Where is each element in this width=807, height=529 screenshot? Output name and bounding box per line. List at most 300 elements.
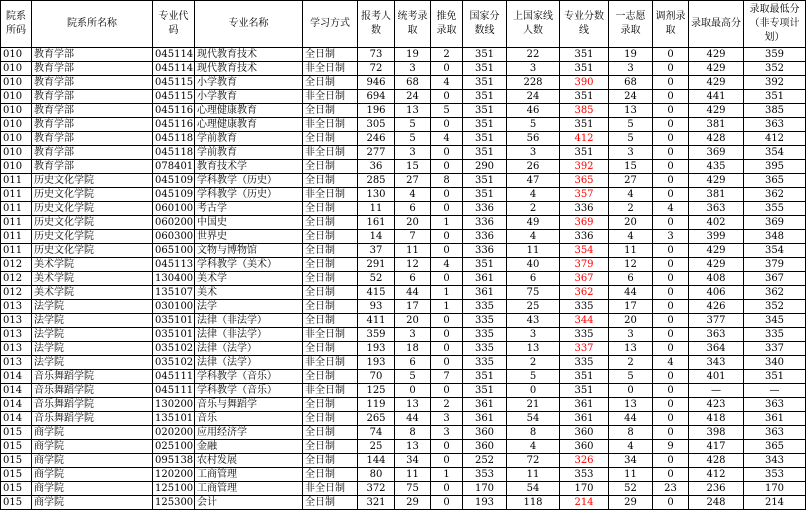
cell-major-name: 音乐 — [195, 412, 303, 426]
cell-national-line: 335 — [463, 314, 507, 328]
cell-first-choice: 4 — [609, 230, 653, 244]
cell-max-score: 441 — [689, 90, 744, 104]
cell-first-choice: 20 — [609, 314, 653, 328]
cell-national-line: 351 — [463, 370, 507, 384]
cell-major-code: 045116 — [153, 118, 195, 132]
cell-first-choice: 11 — [609, 244, 653, 258]
cell-dept-name: 法学院 — [32, 342, 153, 356]
cell-exempt-admitted: 0 — [431, 202, 463, 216]
cell-transfer: 0 — [653, 286, 689, 300]
cell-national-line: 351 — [463, 48, 507, 62]
cell-above-national: 25 — [507, 300, 560, 314]
cell-exempt-admitted: 0 — [431, 342, 463, 356]
cell-major-code: 045118 — [153, 146, 195, 160]
cell-exempt-admitted: 5 — [431, 104, 463, 118]
cell-study-mode: 全日制 — [303, 496, 358, 510]
cell-applicants: 411 — [358, 314, 395, 328]
cell-dept-code: 010 — [1, 104, 32, 118]
table-row — [1, 174, 806, 188]
cell-above-national: 11 — [507, 244, 560, 258]
cell-dept-name: 音乐舞蹈学院 — [32, 370, 153, 384]
cell-specialty-line: 351 — [560, 370, 609, 384]
cell-first-choice: 4 — [609, 440, 653, 454]
cell-first-choice: 19 — [609, 48, 653, 62]
table-row — [1, 272, 806, 286]
cell-national-line: 351 — [463, 132, 507, 146]
cell-dept-code: 013 — [1, 300, 32, 314]
cell-exempt-admitted: 0 — [431, 90, 463, 104]
cell-dept-name: 教育学部 — [32, 48, 153, 62]
cell-max-score: 429 — [689, 258, 744, 272]
cell-min-score: 343 — [744, 454, 806, 468]
table-row — [1, 482, 806, 496]
cell-applicants: 265 — [358, 412, 395, 426]
cell-dept-code: 010 — [1, 146, 32, 160]
cell-transfer: 0 — [653, 454, 689, 468]
cell-above-national: 75 — [507, 286, 560, 300]
cell-min-score: 170 — [744, 482, 806, 496]
cell-dept-code: 015 — [1, 468, 32, 482]
cell-transfer: 0 — [653, 496, 689, 510]
cell-national-line: 361 — [463, 272, 507, 286]
header-dept-code: 院系所码 — [1, 1, 32, 48]
cell-major-name: 心理健康教育 — [195, 104, 303, 118]
cell-transfer: 0 — [653, 398, 689, 412]
cell-applicants: 196 — [358, 104, 395, 118]
cell-dept-name: 商学院 — [32, 440, 153, 454]
cell-min-score: 359 — [744, 48, 806, 62]
cell-above-national: 3 — [507, 146, 560, 160]
cell-exempt-admitted: 2 — [431, 398, 463, 412]
cell-first-choice: 6 — [609, 272, 653, 286]
cell-min-score: 345 — [744, 314, 806, 328]
cell-specialty-line: 337 — [560, 342, 609, 356]
cell-transfer: 0 — [653, 258, 689, 272]
cell-unified-admitted: 3 — [395, 62, 431, 76]
header-dept-name: 院系所名称 — [32, 1, 153, 48]
cell-study-mode: 非全日制 — [303, 356, 358, 370]
cell-exempt-admitted: 2 — [431, 48, 463, 62]
cell-national-line: 336 — [463, 202, 507, 216]
cell-above-national: 5 — [507, 118, 560, 132]
cell-transfer: 0 — [653, 76, 689, 90]
cell-major-code: 078401 — [153, 160, 195, 174]
cell-study-mode: 非全日制 — [303, 146, 358, 160]
cell-exempt-admitted: 3 — [431, 412, 463, 426]
cell-major-name: 应用经济学 — [195, 426, 303, 440]
cell-unified-admitted: 27 — [395, 174, 431, 188]
cell-dept-code: 011 — [1, 174, 32, 188]
cell-dept-name: 历史文化学院 — [32, 244, 153, 258]
cell-first-choice: 44 — [609, 412, 653, 426]
cell-applicants: 321 — [358, 496, 395, 510]
cell-applicants: 946 — [358, 76, 395, 90]
cell-exempt-admitted: 0 — [431, 328, 463, 342]
cell-major-name: 小学教育 — [195, 90, 303, 104]
cell-major-name: 学前教育 — [195, 146, 303, 160]
cell-dept-code: 013 — [1, 356, 32, 370]
table-row — [1, 146, 806, 160]
cell-major-code: 035102 — [153, 342, 195, 356]
cell-exempt-admitted: 0 — [431, 272, 463, 286]
cell-exempt-admitted: 0 — [431, 314, 463, 328]
cell-dept-code: 012 — [1, 272, 32, 286]
cell-dept-name: 教育学部 — [32, 118, 153, 132]
cell-dept-name: 历史文化学院 — [32, 202, 153, 216]
cell-major-name: 文物与博物馆 — [195, 244, 303, 258]
cell-major-code: 125300 — [153, 496, 195, 510]
cell-transfer: 0 — [653, 90, 689, 104]
table-row — [1, 300, 806, 314]
cell-above-national: 118 — [507, 496, 560, 510]
header-above-national: 上国家线人数 — [507, 1, 560, 48]
cell-max-score: 429 — [689, 174, 744, 188]
cell-applicants: 415 — [358, 286, 395, 300]
cell-unified-admitted: 68 — [395, 76, 431, 90]
cell-study-mode: 非全日制 — [303, 62, 358, 76]
cell-study-mode: 全日制 — [303, 244, 358, 258]
cell-min-score: 337 — [744, 342, 806, 356]
cell-applicants: 359 — [358, 328, 395, 342]
cell-major-code: 035102 — [153, 356, 195, 370]
cell-national-line: 336 — [463, 244, 507, 258]
cell-national-line: 351 — [463, 104, 507, 118]
cell-national-line: 252 — [463, 454, 507, 468]
cell-exempt-admitted: 8 — [431, 174, 463, 188]
cell-specialty-line: 360 — [560, 426, 609, 440]
cell-specialty-line: 344 — [560, 314, 609, 328]
cell-major-name: 教育技术学 — [195, 160, 303, 174]
cell-applicants: 291 — [358, 258, 395, 272]
cell-above-national: 11 — [507, 468, 560, 482]
cell-min-score: 355 — [744, 202, 806, 216]
cell-max-score: 429 — [689, 48, 744, 62]
cell-unified-admitted: 18 — [395, 342, 431, 356]
cell-max-score: 363 — [689, 202, 744, 216]
cell-first-choice: 68 — [609, 76, 653, 90]
cell-exempt-admitted: 1 — [431, 300, 463, 314]
cell-above-national: 40 — [507, 258, 560, 272]
header-exempt-admitted: 推免录取 — [431, 1, 463, 48]
cell-major-code: 130400 — [153, 272, 195, 286]
cell-applicants: 37 — [358, 244, 395, 258]
cell-dept-code: 014 — [1, 370, 32, 384]
cell-major-name: 考古学 — [195, 202, 303, 216]
cell-exempt-admitted: 0 — [431, 244, 463, 258]
table-row — [1, 188, 806, 202]
cell-applicants: 144 — [358, 454, 395, 468]
cell-dept-code: 011 — [1, 202, 32, 216]
cell-transfer: 0 — [653, 468, 689, 482]
cell-min-score: 335 — [744, 328, 806, 342]
cell-above-national: 2 — [507, 356, 560, 370]
cell-unified-admitted: 17 — [395, 300, 431, 314]
cell-transfer: 0 — [653, 370, 689, 384]
cell-above-national: 3 — [507, 62, 560, 76]
cell-max-score: 417 — [689, 440, 744, 454]
cell-above-national: 54 — [507, 412, 560, 426]
cell-study-mode: 全日制 — [303, 286, 358, 300]
cell-unified-admitted: 5 — [395, 118, 431, 132]
cell-min-score: 340 — [744, 356, 806, 370]
cell-max-score: 398 — [689, 426, 744, 440]
cell-transfer: 0 — [653, 160, 689, 174]
cell-national-line: 335 — [463, 328, 507, 342]
cell-specialty-line: 362 — [560, 286, 609, 300]
cell-above-national: 47 — [507, 174, 560, 188]
cell-specialty-line: 170 — [560, 482, 609, 496]
cell-transfer: 0 — [653, 412, 689, 426]
cell-specialty-line: 335 — [560, 328, 609, 342]
cell-transfer: 0 — [653, 104, 689, 118]
cell-major-code: 045114 — [153, 48, 195, 62]
cell-max-score: 406 — [689, 286, 744, 300]
cell-specialty-line: 390 — [560, 76, 609, 90]
cell-specialty-line: 351 — [560, 118, 609, 132]
cell-study-mode: 全日制 — [303, 216, 358, 230]
cell-dept-name: 法学院 — [32, 300, 153, 314]
header-major-code: 专业代码 — [153, 1, 195, 48]
cell-first-choice: 2 — [609, 356, 653, 370]
cell-exempt-admitted: 7 — [431, 370, 463, 384]
cell-study-mode: 全日制 — [303, 440, 358, 454]
cell-applicants: 130 — [358, 188, 395, 202]
cell-transfer: 3 — [653, 230, 689, 244]
cell-min-score: 352 — [744, 300, 806, 314]
table-row — [1, 230, 806, 244]
cell-major-name: 美术学 — [195, 272, 303, 286]
table-row — [1, 356, 806, 370]
cell-max-score: 402 — [689, 216, 744, 230]
cell-min-score: 352 — [744, 62, 806, 76]
cell-major-code: 130200 — [153, 398, 195, 412]
cell-national-line: 351 — [463, 76, 507, 90]
cell-applicants: 14 — [358, 230, 395, 244]
cell-study-mode: 非全日制 — [303, 118, 358, 132]
cell-applicants: 11 — [358, 202, 395, 216]
cell-exempt-admitted: 0 — [431, 454, 463, 468]
header-major-name: 专业名称 — [195, 1, 303, 48]
cell-major-code: 135107 — [153, 286, 195, 300]
cell-applicants: 161 — [358, 216, 395, 230]
cell-transfer: 0 — [653, 174, 689, 188]
cell-study-mode: 全日制 — [303, 160, 358, 174]
cell-transfer: 0 — [653, 244, 689, 258]
cell-max-score: 426 — [689, 300, 744, 314]
cell-study-mode: 全日制 — [303, 342, 358, 356]
table-row — [1, 202, 806, 216]
cell-first-choice: 13 — [609, 104, 653, 118]
cell-applicants: 277 — [358, 146, 395, 160]
cell-dept-name: 法学院 — [32, 328, 153, 342]
cell-exempt-admitted: 1 — [431, 286, 463, 300]
cell-max-score: 363 — [689, 328, 744, 342]
cell-major-name: 小学教育 — [195, 76, 303, 90]
cell-dept-code: 015 — [1, 454, 32, 468]
cell-min-score: 363 — [744, 398, 806, 412]
cell-min-score: 365 — [744, 174, 806, 188]
cell-first-choice: 17 — [609, 300, 653, 314]
table-row — [1, 104, 806, 118]
cell-national-line: 351 — [463, 188, 507, 202]
cell-exempt-admitted: 0 — [431, 118, 463, 132]
cell-major-code: 020200 — [153, 426, 195, 440]
cell-unified-admitted: 44 — [395, 412, 431, 426]
cell-national-line: 361 — [463, 286, 507, 300]
cell-exempt-admitted: 4 — [431, 76, 463, 90]
cell-national-line: 351 — [463, 62, 507, 76]
cell-national-line: 360 — [463, 426, 507, 440]
cell-max-score: 423 — [689, 398, 744, 412]
cell-national-line: 335 — [463, 300, 507, 314]
cell-major-code: 045113 — [153, 258, 195, 272]
table-row — [1, 118, 806, 132]
cell-max-score: 428 — [689, 454, 744, 468]
header-transfer: 调剂录取 — [653, 1, 689, 48]
cell-min-score: 385 — [744, 104, 806, 118]
cell-applicants: 119 — [358, 398, 395, 412]
cell-study-mode: 全日制 — [303, 230, 358, 244]
cell-exempt-admitted: 0 — [431, 230, 463, 244]
cell-dept-name: 商学院 — [32, 426, 153, 440]
cell-national-line: 351 — [463, 258, 507, 272]
cell-transfer: 0 — [653, 328, 689, 342]
cell-exempt-admitted: 0 — [431, 496, 463, 510]
cell-min-score: 363 — [744, 118, 806, 132]
cell-unified-admitted: 11 — [395, 468, 431, 482]
cell-unified-admitted: 6 — [395, 202, 431, 216]
cell-dept-name: 商学院 — [32, 496, 153, 510]
table-row — [1, 468, 806, 482]
cell-major-name: 金融 — [195, 440, 303, 454]
cell-major-name: 音乐与舞蹈学 — [195, 398, 303, 412]
cell-unified-admitted: 19 — [395, 48, 431, 62]
cell-dept-code: 010 — [1, 118, 32, 132]
cell-applicants: 93 — [358, 300, 395, 314]
cell-study-mode: 全日制 — [303, 76, 358, 90]
cell-first-choice: 52 — [609, 482, 653, 496]
cell-study-mode: 全日制 — [303, 202, 358, 216]
cell-applicants: 305 — [358, 118, 395, 132]
cell-unified-admitted: 29 — [395, 496, 431, 510]
cell-unified-admitted: 34 — [395, 454, 431, 468]
cell-first-choice: 15 — [609, 160, 653, 174]
cell-applicants: 285 — [358, 174, 395, 188]
cell-max-score: 381 — [689, 188, 744, 202]
cell-transfer: 4 — [653, 356, 689, 370]
cell-applicants: 74 — [358, 426, 395, 440]
cell-transfer: 4 — [653, 202, 689, 216]
cell-dept-code: 015 — [1, 496, 32, 510]
cell-study-mode: 非全日制 — [303, 188, 358, 202]
cell-dept-name: 音乐舞蹈学院 — [32, 398, 153, 412]
cell-specialty-line: 336 — [560, 202, 609, 216]
cell-dept-code: 011 — [1, 188, 32, 202]
cell-dept-name: 历史文化学院 — [32, 230, 153, 244]
cell-min-score: 367 — [744, 272, 806, 286]
cell-unified-admitted: 13 — [395, 104, 431, 118]
cell-dept-code: 014 — [1, 412, 32, 426]
cell-major-name: 心理健康教育 — [195, 118, 303, 132]
cell-major-name: 现代教育技术 — [195, 48, 303, 62]
cell-major-name: 农村发展 — [195, 454, 303, 468]
cell-national-line: 335 — [463, 356, 507, 370]
header-first-choice: 一志愿录取 — [609, 1, 653, 48]
cell-study-mode: 全日制 — [303, 300, 358, 314]
cell-national-line: 290 — [463, 160, 507, 174]
cell-exempt-admitted: 1 — [431, 216, 463, 230]
cell-dept-code: 010 — [1, 62, 32, 76]
cell-dept-code: 014 — [1, 384, 32, 398]
cell-specialty-line: 335 — [560, 300, 609, 314]
cell-major-code: 045109 — [153, 174, 195, 188]
cell-unified-admitted: 24 — [395, 90, 431, 104]
cell-unified-admitted: 13 — [395, 398, 431, 412]
cell-first-choice: 3 — [609, 62, 653, 76]
cell-study-mode: 全日制 — [303, 104, 358, 118]
cell-max-score: 399 — [689, 230, 744, 244]
cell-dept-code: 010 — [1, 160, 32, 174]
cell-first-choice: 27 — [609, 174, 653, 188]
cell-specialty-line: 361 — [560, 412, 609, 426]
cell-transfer: 9 — [653, 440, 689, 454]
cell-major-code: 060300 — [153, 230, 195, 244]
table-row — [1, 132, 806, 146]
cell-major-code: 135101 — [153, 412, 195, 426]
cell-unified-admitted: 20 — [395, 314, 431, 328]
cell-major-code: 095138 — [153, 454, 195, 468]
table-row — [1, 258, 806, 272]
cell-dept-name: 美术学院 — [32, 286, 153, 300]
cell-dept-name: 美术学院 — [32, 272, 153, 286]
cell-transfer: 0 — [653, 62, 689, 76]
cell-dept-code: 015 — [1, 482, 32, 496]
cell-applicants: 52 — [358, 272, 395, 286]
cell-unified-admitted: 7 — [395, 230, 431, 244]
cell-study-mode: 全日制 — [303, 370, 358, 384]
cell-specialty-line: 351 — [560, 48, 609, 62]
cell-dept-code: 012 — [1, 258, 32, 272]
cell-major-name: 学科教学（美术） — [195, 258, 303, 272]
cell-exempt-admitted: 1 — [431, 468, 463, 482]
cell-major-code: 120200 — [153, 468, 195, 482]
cell-first-choice: 5 — [609, 132, 653, 146]
cell-transfer: 0 — [653, 384, 689, 398]
table-row — [1, 454, 806, 468]
header-applicants: 报考人数 — [358, 1, 395, 48]
cell-dept-name: 法学院 — [32, 314, 153, 328]
cell-first-choice: 0 — [609, 384, 653, 398]
cell-national-line: 336 — [463, 216, 507, 230]
cell-max-score: 381 — [689, 118, 744, 132]
cell-major-name: 学前教育 — [195, 132, 303, 146]
cell-unified-admitted: 75 — [395, 482, 431, 496]
cell-unified-admitted: 8 — [395, 426, 431, 440]
cell-major-name: 中国史 — [195, 216, 303, 230]
cell-dept-name: 教育学部 — [32, 62, 153, 76]
cell-transfer: 0 — [653, 118, 689, 132]
cell-above-national: 56 — [507, 132, 560, 146]
cell-national-line: 170 — [463, 482, 507, 496]
cell-specialty-line: 353 — [560, 468, 609, 482]
cell-study-mode: 全日制 — [303, 314, 358, 328]
cell-first-choice: 8 — [609, 426, 653, 440]
cell-dept-name: 历史文化学院 — [32, 174, 153, 188]
table-row — [1, 384, 806, 398]
cell-unified-admitted: 6 — [395, 272, 431, 286]
table-row — [1, 342, 806, 356]
cell-major-code: 045114 — [153, 62, 195, 76]
